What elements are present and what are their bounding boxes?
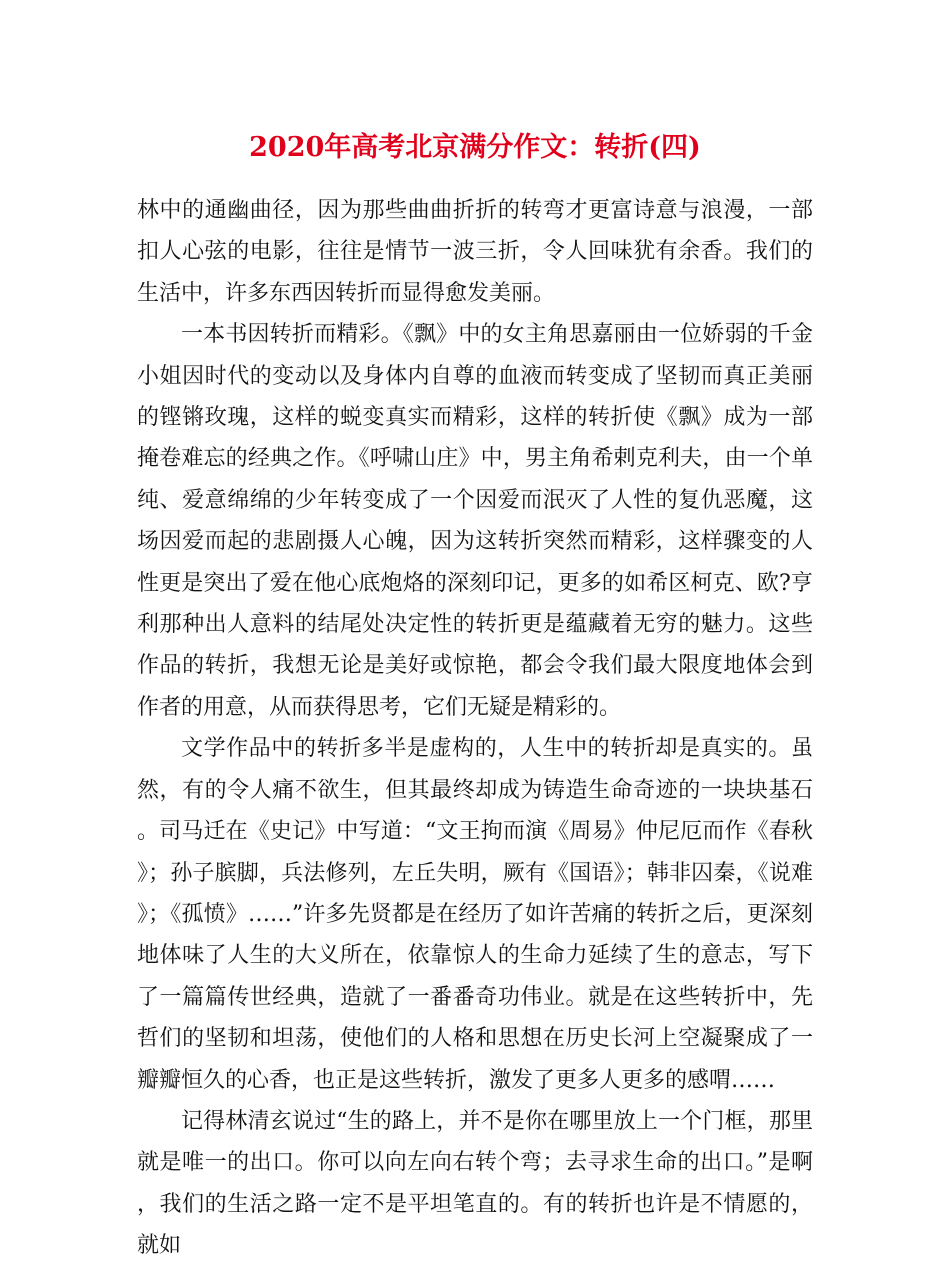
paragraph-3: 文学作品中的转折多半是虚构的，人生中的转折却是真实的。虽然，有的令人痛不欲生，但其最终却成为铸造生命奇迹的一块块基石。司马迁在《史记》中写道：“文王拘而演《周易》仲尼厄而作《春秋》；孙子膑脚，兵法修列，左丘失明，厥有《国语》；韩非囚秦，《说难》；《孤愤》……”许多先贤都是在经历了如许苦痛的转折之后，更深刻地体味了人生的大义所在，依靠惊人的生命力延续了生的意志，写下了一篇篇传世经典，造就了一番番奇功伟业。就是在这些转折中，先哲们的坚韧和坦荡，使他们的人格和思想在历史长河上空凝聚成了一瓣瓣恒久的心香，也正是这些转折，激发了更多人更多的感喟…… <box>137 736 813 1093</box>
document-body <box>137 190 813 1267</box>
paragraph-4: 记得林清玄说过“生的路上，并不是你在哪里放上一个门框，那里就是唯一的出口。你可以向左向右转个弯；去寻求生命的出口。”是啊，我们的生活之路一定不是平坦笔直的。有的转折也许是不情愿的，就如 <box>137 1108 813 1259</box>
paragraph-1: 林中的通幽曲径，因为那些曲曲折折的转弯才更富诗意与浪漫，一部扣人心弦的电影，往往是情节一波三折，令人回味犹有余香。我们的生活中，许多东西因转折而显得愈发美丽。 <box>137 198 813 306</box>
document-title: 2020年高考北京满分作文：转折(四) <box>249 132 701 163</box>
paragraph-2: 一本书因转折而精彩。《飘》中的女主角思嘉丽由一位娇弱的千金小姐因时代的变动以及身体内自尊的血液而转变成了坚韧而真正美丽的铿锵玫瑰，这样的蜕变真实而精彩，这样的转折使《飘》成为一部掩卷难忘的经典之作。《呼啸山庄》中，男主角希剌克利夫，由一个单纯、爱意绵绵的少年转变成了一个因爱而泯灭了人性的复仇恶魔，这场因爱而起的悲剧摄人心魄，因为这转折突然而精彩，这样骤变的人性更是突出了爱在他心底炮烙的深刻印记，更多的如希区柯克、欧?亨利那种出人意料的结尾处决定性的转折更是蕴藏着无穷的魅力。这些作品的转折，我想无论是美好或惊艳，都会令我们最大限度地体会到作者的用意，从而获得思考，它们无疑是精彩的。 <box>137 322 813 720</box>
